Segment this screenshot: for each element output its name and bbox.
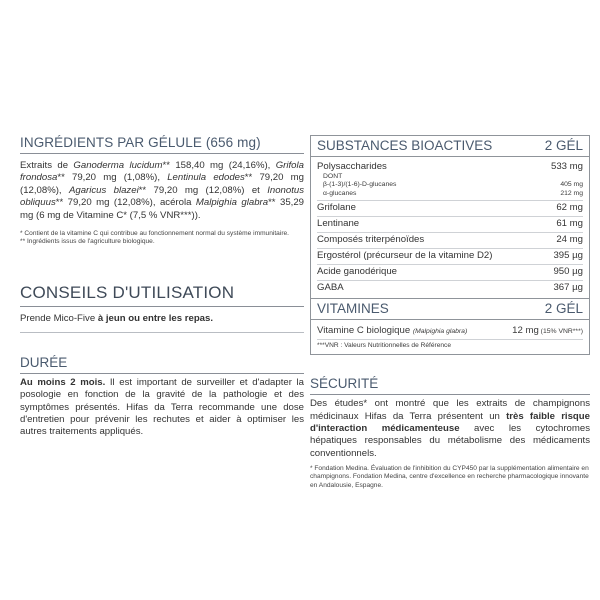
- securite-title: SÉCURITÉ: [310, 376, 379, 392]
- substances-rows: [311, 157, 589, 296]
- ingredients-section: [20, 135, 304, 246]
- table-row: Ergostérol (précurseur de la vitamine D2) 395 µg: [317, 249, 583, 265]
- vitamins-header: [311, 298, 589, 320]
- conseils-divider: [20, 306, 304, 307]
- conseils-title: CONSEILS D'UTILISATION: [20, 283, 235, 303]
- table-row: Polysaccharides 533 mg: [317, 161, 583, 172]
- substances-header: [311, 136, 589, 157]
- left-column: [20, 135, 304, 439]
- conseils-bottom-divider: [20, 332, 304, 333]
- conseils-section: [20, 283, 304, 332]
- ingredients-title: INGRÉDIENTS PAR GÉLULE (656 mg): [20, 135, 261, 150]
- vitamins-title: VITAMINES: [317, 301, 389, 317]
- securite-section: [310, 376, 590, 490]
- vitamins-dose: 2 GÉL: [544, 301, 583, 317]
- substances-box: [310, 135, 590, 355]
- polysaccharides-detail: [317, 173, 583, 201]
- ingredients-text: Extraits de Ganoderma lucidum** 158,40 mg (24,16%), Grifola frondosa** 79,20 mg (1,08%), Lentinula edodes** 79,20 mg (12,08%), Agaricus blazei** 79,20 mg (12,08%) et Inonotus obliquus** 79,20 mg (12,08%), acérola Malpighia glabra** 35,29 mg (6 mg de Vitamine C* (7,5 % VNR***)).: [20, 160, 305, 221]
- vnr-note: ***VNR : Valeurs Nutritionnelles de Référence: [317, 339, 583, 354]
- table-row: β-(1-3)/(1-6)-D-glucanes 405 mg: [323, 181, 583, 189]
- table-row: Vitamine C biologique (Malpighia glabra) 12 mg (15% VNR***): [317, 325, 583, 337]
- ingredients-divider: [20, 153, 304, 154]
- table-row: Grifolane 62 mg: [317, 201, 583, 217]
- securite-text: Des études* ont montré que les extraits de champignons médicinaux Hifas da Terra présentent un très faible risque d'interaction médicamenteuse avec les cytochromes hépatiques responsables du métabolisme des médicaments conventionnels.: [310, 398, 590, 459]
- substances-title: SUBSTANCES BIOACTIVES: [317, 138, 493, 153]
- duree-text: Au moins 2 mois. Il est important de surveiller et d'adapter la posologie en fonction de la gravité de la pathologie et des symptômes présentés. Hifas da Terra recommande une dose d'entretien pour prévenir les rechutes et aider à optimiser les autres traitements appliqués.: [20, 376, 304, 438]
- table-row: α-glucanes 212 mg: [323, 189, 583, 197]
- table-row: GABA 367 µg: [317, 282, 583, 294]
- duree-divider: [20, 373, 304, 374]
- duree-title: DURÉE: [20, 354, 68, 370]
- securite-footnote: * Fondation Medina. Évaluation de l'inhibition du CYP450 par la supplémentation alimentaire en champignons. Fondation Medina, centre d'excellence en recherche pharmacologique innovante en Andalousie, Espagne.: [310, 465, 589, 489]
- dont-label: DONT: [323, 173, 343, 180]
- ingredients-note-vitamin-c: * Contient de la vitamine C qui contribue au fonctionnement normal du système immunitaire.: [20, 230, 290, 238]
- securite-divider: [310, 394, 590, 395]
- table-row: Acide ganodérique 950 µg: [317, 265, 583, 281]
- right-column: [310, 135, 590, 490]
- duree-section: [20, 355, 304, 439]
- ingredients-note-organic: ** Ingrédients issus de l'agriculture biologique.: [20, 238, 155, 246]
- conseils-text: Prende Mico-Five à jeun ou entre les repas.: [20, 313, 214, 325]
- table-row: Lentinane 61 mg: [317, 217, 583, 233]
- table-row: Composés triterpénoïdes 24 mg: [317, 233, 583, 249]
- substances-dose: 2 GÉL: [544, 138, 583, 153]
